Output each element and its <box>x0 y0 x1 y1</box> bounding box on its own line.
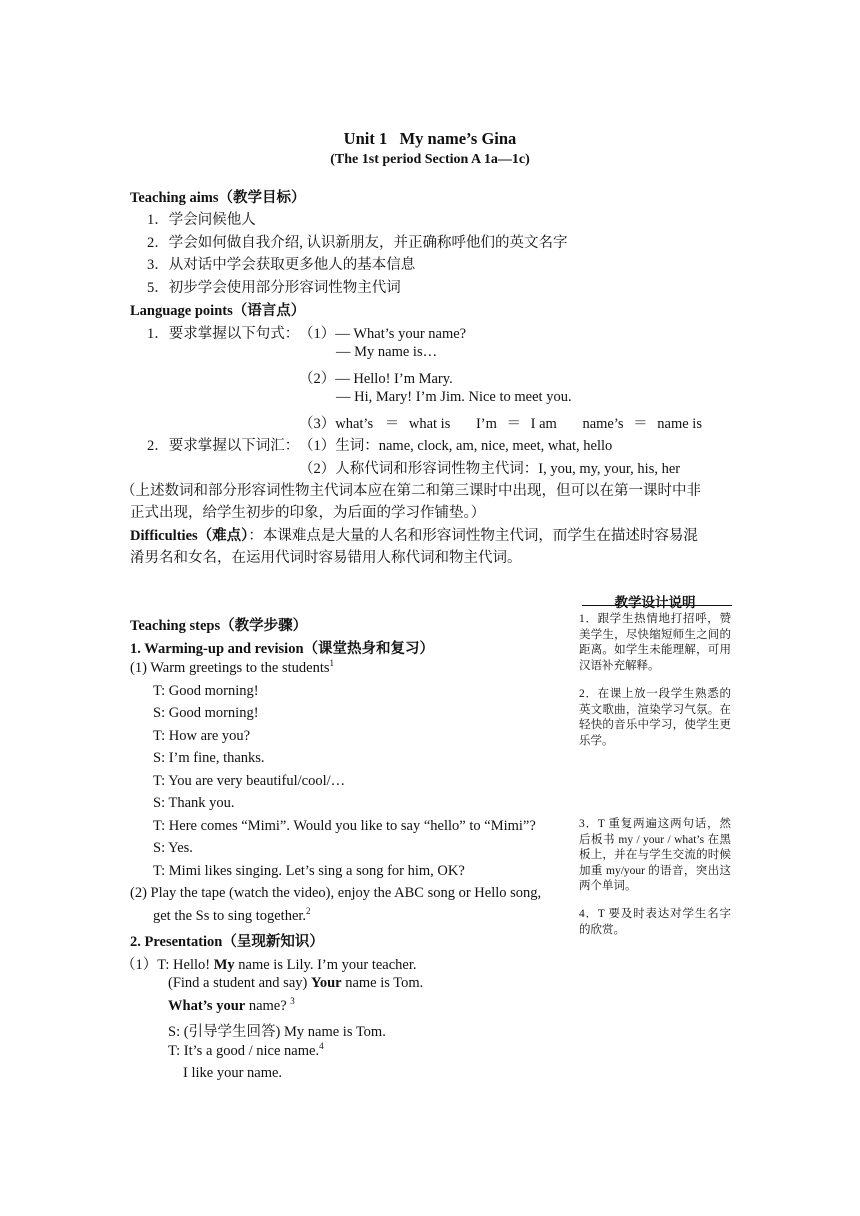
presentation-line <box>168 1043 324 1060</box>
dialog-line: T: Good morning! <box>153 683 259 699</box>
presentation-line: S: (引导学生回答) My name is Tom. <box>168 1024 386 1040</box>
presentation-text: （1）T: Hello! <box>121 957 214 973</box>
equals-sign: ＝ <box>506 416 522 432</box>
presentation-text: name is Lily. I’m your teacher. <box>234 957 417 973</box>
sentence-patterns-label: 1．要求掌握以下句式： <box>147 326 300 342</box>
pattern-3-i-am: I am <box>530 416 557 432</box>
presentation-line <box>168 998 295 1015</box>
pattern-3 <box>299 412 702 433</box>
pattern-2b: — Hi, Mary! I’m Jim. Nice to meet you. <box>336 389 572 405</box>
pattern-3-what-is: what is <box>408 416 451 432</box>
sidebar-note: 1．跟学生热情地打招呼，赞美学生，尽快缩短师生之间的距离。如学生未能理解，可用汉语补充解释。 <box>579 613 731 672</box>
dialog-line: S: Yes. <box>153 840 193 856</box>
footnote-ref: 1 <box>329 658 335 669</box>
steps-heading: Teaching steps（教学步骤） <box>130 618 308 634</box>
presentation-text: name is Tom. <box>341 975 424 991</box>
sidebar-note: 3．T 重复两遍这两句话，然后板书 my / your / what’s 在黑板上，并在与学生交流的时候加重 my/your 的语音，突出这两个单词。 <box>579 818 731 892</box>
presentation-emphasis: What’s your <box>168 998 246 1014</box>
aims-item: 5．初步学会使用部分形容词性物主代词 <box>147 280 401 296</box>
presentation-line: I like your name. <box>183 1065 283 1081</box>
vocabulary-pronouns: （2）人称代词和形容词性物主代词：I, you, my, your, his, her <box>299 461 681 477</box>
footnote-ref: 4 <box>319 1041 324 1052</box>
pattern-3-whats: （3）what’s <box>299 416 374 432</box>
aims-item: 1．学会问候他人 <box>147 212 256 228</box>
aims-item: 2．学会如何做自我介绍, 认识新朋友，并正确称呼他们的英文名字 <box>147 235 568 251</box>
page-subtitle: (The 1st period Section A 1a—1c) <box>330 152 530 167</box>
presentation-line <box>168 975 423 992</box>
difficulties-line <box>130 524 698 545</box>
sidebar-header: 教学设计说明 <box>614 595 696 610</box>
presentation-text: (Find a student and say) <box>168 975 311 991</box>
aims-item: 3．从对话中学会获取更多他人的基本信息 <box>147 257 416 273</box>
pattern-1b: — My name is… <box>336 344 438 360</box>
aims-heading <box>130 186 306 207</box>
pattern-3-im: I’m <box>475 416 497 432</box>
dialog-line: T: Mimi likes singing. Let’s sing a song for him, OK? <box>153 863 465 879</box>
dialog-line: T: How are you? <box>153 728 251 744</box>
equals-sign: ＝ <box>384 416 400 432</box>
vocabulary-new-words: （1）生词：name, clock, am, nice, meet, what, hello <box>299 438 613 454</box>
equals-sign: ＝ <box>633 416 648 432</box>
difficulties-heading: Difficulties（难点） <box>130 528 249 544</box>
pattern-2a: （2）— Hello! I’m Mary. <box>299 371 453 387</box>
page-title: Unit 1 My name’s Gina <box>343 129 517 148</box>
sidebar-note: 4．T 要及时表达对学生名字的欣赏。 <box>579 908 731 936</box>
language-note-line: （上述数词和部分形容词性物主代词本应在第二和第三课时中出现，但可以在第一课时中非 <box>121 483 701 499</box>
dialog-line: S: I’m fine, thanks. <box>153 750 265 766</box>
presentation-heading: 2. Presentation（呈现新知识） <box>130 934 324 950</box>
footnote-ref: 3 <box>290 996 295 1007</box>
pattern-1a: （1）— What’s your name? <box>299 326 467 342</box>
sidebar-note: 2．在课上放一段学生熟悉的英文歌曲，渲染学习气氛。在轻快的音乐中学习，使学生更乐学。 <box>579 688 731 747</box>
warmup-item-text: get the Ss to sing together. <box>153 908 307 924</box>
pattern-3-name-is: name is <box>657 416 702 432</box>
vocabulary-label: 2．要求掌握以下词汇： <box>147 438 300 454</box>
warmup-item <box>130 660 334 677</box>
warmup-heading: 1. Warming-up and revision（课堂热身和复习） <box>130 641 435 657</box>
dialog-line: T: You are very beautiful/cool/… <box>153 773 346 789</box>
dialog-line: T: Here comes “Mimi”. Would you like to say “hello” to “Mimi”? <box>153 818 536 834</box>
dialog-line: S: Thank you. <box>153 795 235 811</box>
footnote-ref: 2 <box>306 906 311 917</box>
difficulties-text: 淆男名和女名，在运用代词时容易错用人称代词和物主代词。 <box>130 550 522 566</box>
aims-heading-cn: （教学目标） <box>218 190 306 206</box>
language-note-line: 正式出现，给学生初步的印象，为后面的学习作铺垫。） <box>130 505 486 521</box>
language-heading <box>130 299 305 320</box>
warmup-item-continued <box>153 908 311 925</box>
language-heading-en: Language points <box>130 303 233 319</box>
language-heading-cn: （语言点） <box>232 303 306 319</box>
difficulties-text: ：本课难点是大量的人名和形容词性物主代词，而学生在描述时容易混 <box>248 528 698 544</box>
presentation-emphasis: My <box>213 957 235 973</box>
presentation-emphasis: Your <box>310 975 342 991</box>
aims-heading-en: Teaching aims <box>130 190 219 206</box>
warmup-item: (2) Play the tape (watch the video), enjoy the ABC song or Hello song, <box>130 885 542 901</box>
dialog-line: S: Good morning! <box>153 705 259 721</box>
sidebar-header-underline <box>582 605 732 606</box>
warmup-item-text: (1) Warm greetings to the students <box>130 660 330 676</box>
pattern-3-names: name’s <box>582 416 624 432</box>
presentation-line <box>121 953 417 974</box>
presentation-text: name? <box>245 998 291 1014</box>
presentation-text: T: It’s a good / nice name. <box>168 1043 320 1059</box>
